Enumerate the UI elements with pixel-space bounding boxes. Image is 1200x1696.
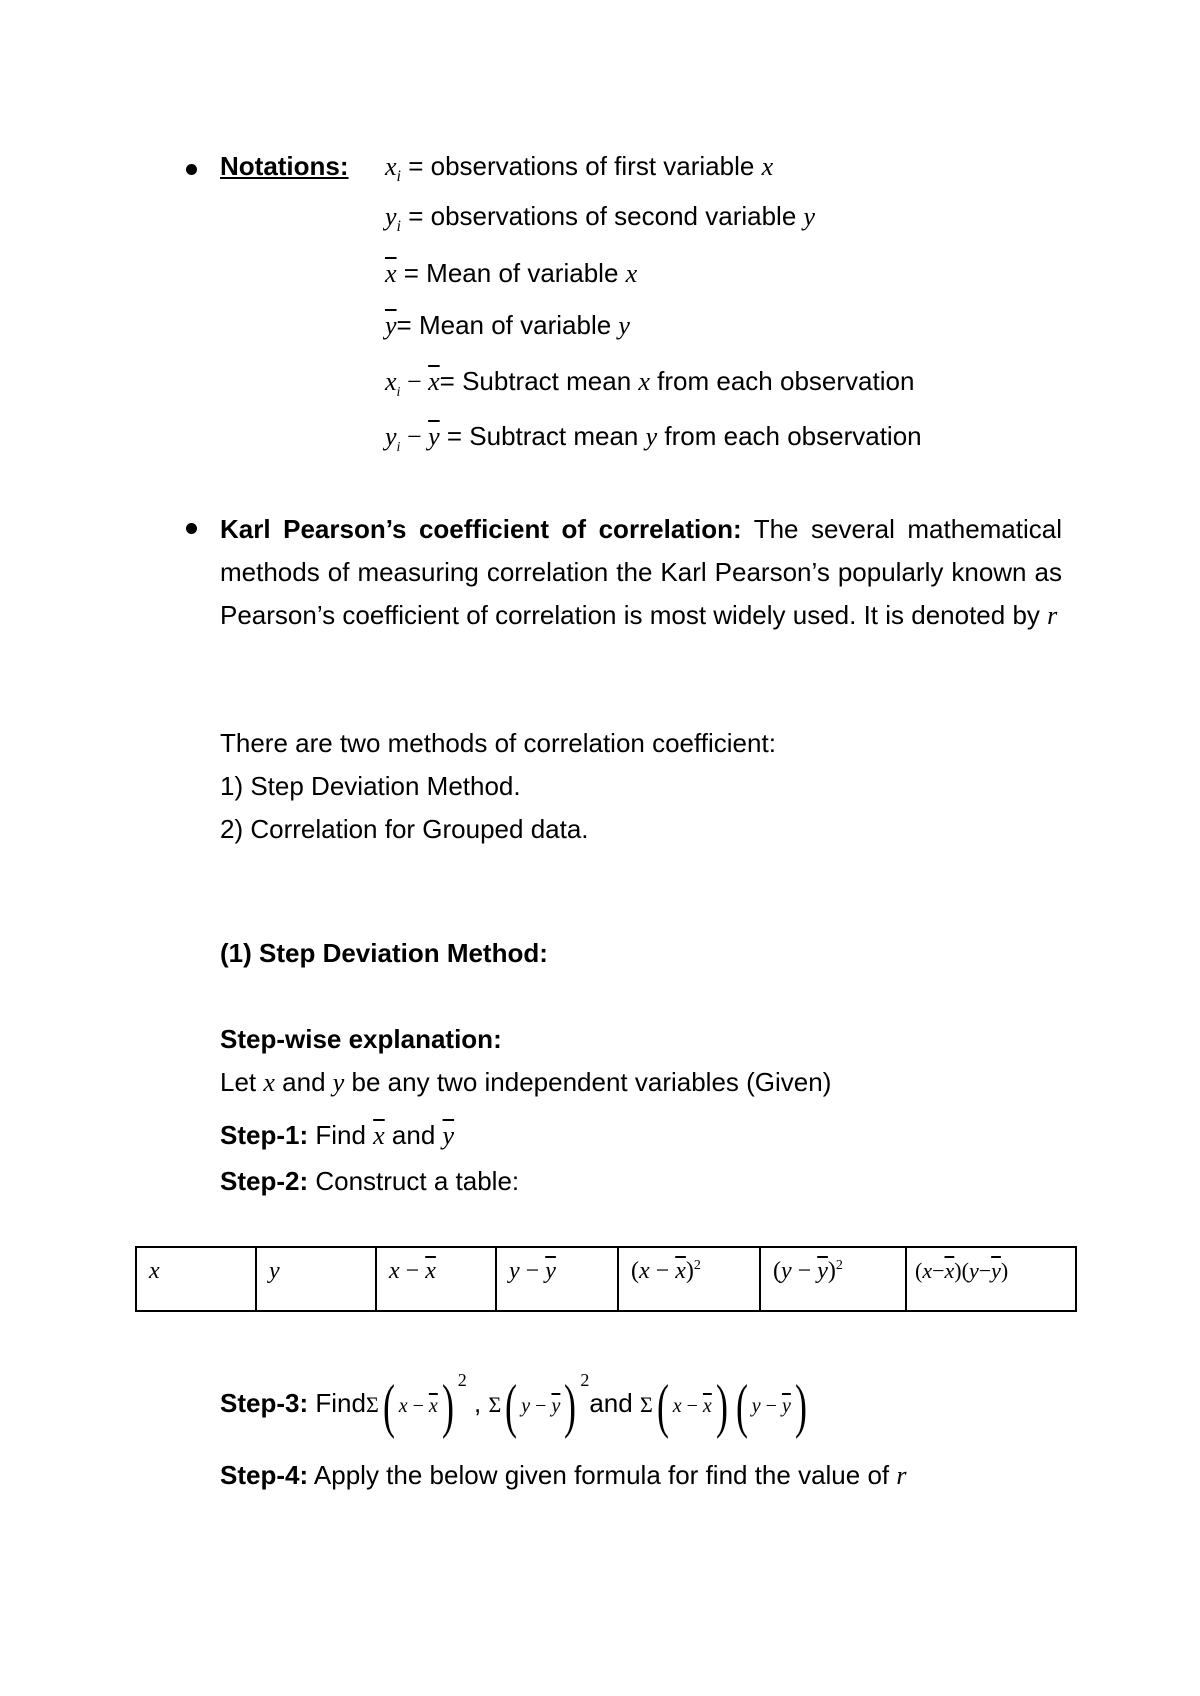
notation-row-ydev: $y_i - \overline{y}$ = Subtract mean y from each observation — [385, 421, 922, 456]
table-header-cell: $y - \overline{y}$ — [496, 1247, 618, 1311]
methods-intro: There are two methods of correlation coefficient: — [220, 728, 776, 758]
stepwise-heading: Step-wise explanation: — [220, 1024, 502, 1054]
method-item: 1) Step Deviation Method. — [220, 771, 521, 801]
step-4-line: Step-4: Apply the below given formula for find the value of r — [220, 1460, 907, 1490]
notations-label: Notations: — [220, 151, 349, 181]
notation-row-xbar: $\overline{x}$ = Mean of variable x — [385, 258, 638, 288]
karl-pearson-paragraph: Karl Pearson’s coefficient of correlation: The several mathematical methods of measuring correlation the Karl Pearson’s popularly known as Pearson’s coefficient of correlation is most widely used. It is denoted by r — [220, 514, 1063, 630]
let-line: Let x and y be any two independent variables (Given) — [220, 1067, 832, 1097]
table-header-cell: $(y - \overline{y})^2$ — [760, 1247, 906, 1311]
bullet-icon — [186, 523, 197, 534]
table-header-cell: $x - \overline{x}$ — [376, 1247, 496, 1311]
table-header-cell: y — [256, 1247, 376, 1311]
bullet-icon — [186, 164, 197, 175]
step-deviation-heading: (1) Step Deviation Method: — [220, 938, 548, 968]
table-header-cell: $(x - \overline{x})^2$ — [618, 1247, 760, 1311]
table-header-cell: x — [136, 1247, 256, 1311]
step-2-line: Step-2: Construct a table: — [220, 1166, 520, 1196]
table-header-cell: $(x-\overline{x})(y-\overline{y})$ — [906, 1247, 1076, 1311]
deviation-table — [135, 1246, 1077, 1312]
notation-row-yi: $y_i$ = observations of second variable y — [385, 201, 816, 236]
step-3-line: Step-3: FindΣ( $x - \overline{x}$) $^2$ , Σ( $y - \overline{y}$) $^2$and Σ( $x - \overline{x}$) ( $y - \overline{y}$) — [220, 1370, 807, 1439]
method-item: 2) Correlation for Grouped data. — [220, 814, 589, 844]
table-row — [136, 1247, 1076, 1311]
notation-row-xi: $x_i$ = observations of first variable x — [385, 151, 774, 186]
notation-row-ybar: $\overline{y}=$ Mean of variable y — [385, 310, 630, 340]
step-1-line: Step-1: Find $\overline{x}$ and $\overline{y}$ — [220, 1120, 455, 1150]
notation-row-xdev: $x_i - \overline{x}=$ Subtract mean x from each observation — [385, 366, 915, 401]
